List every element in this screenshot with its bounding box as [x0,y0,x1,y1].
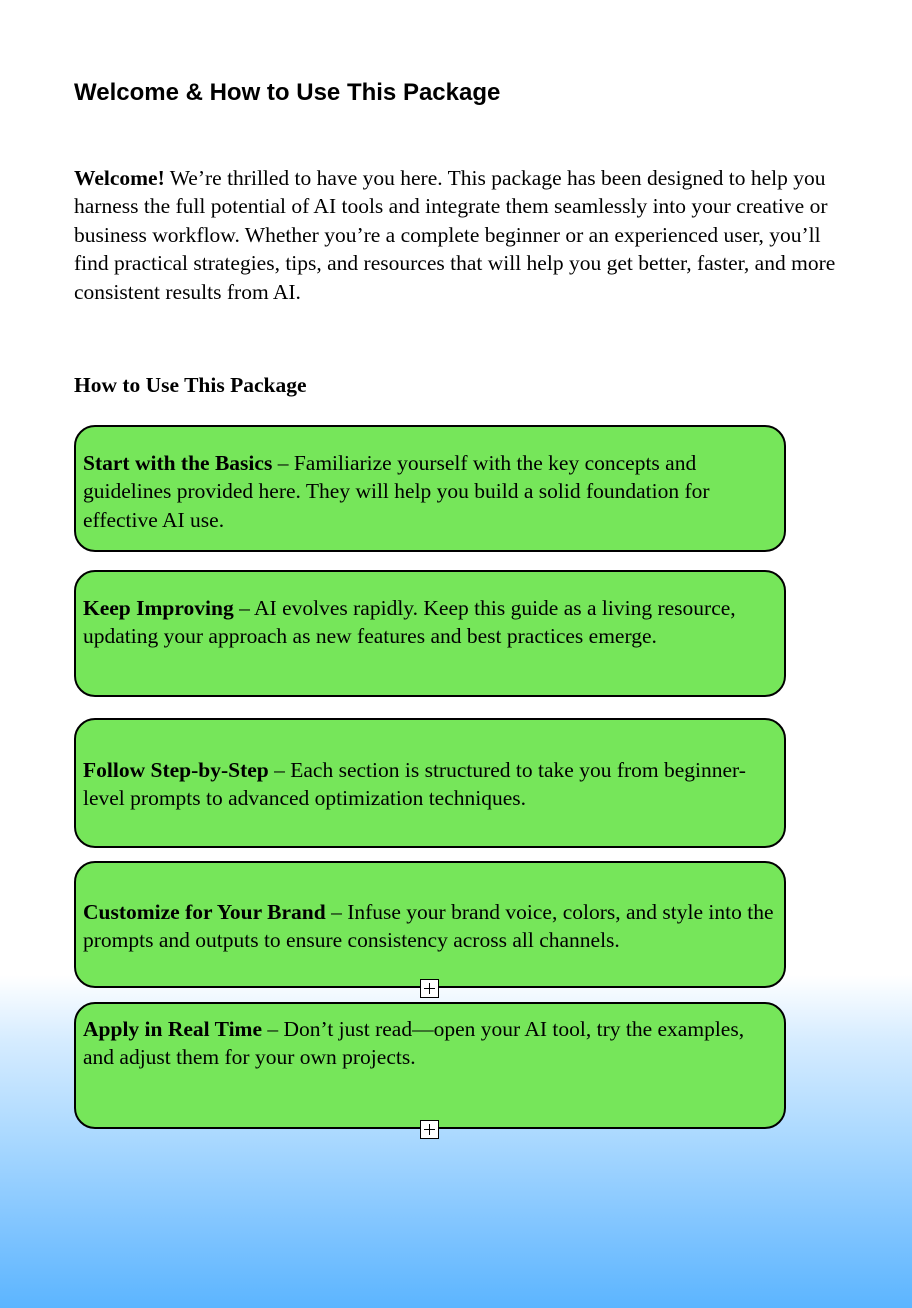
step-text: – Don’t just read—open your AI tool, try the examples, and adjust them for your own projects. [83,1017,745,1070]
step-card-improving[interactable] [74,570,786,697]
step-card-step-by-step[interactable] [74,718,786,848]
step-card-basics[interactable] [74,425,786,552]
intro-paragraph [74,164,839,306]
intro-lead: Welcome! [74,166,165,190]
step-title: Follow Step-by-Step [83,758,269,782]
step-card-customize[interactable] [74,861,786,988]
step-title: Apply in Real Time [83,1017,263,1041]
step-text: – Each section is structured to take you from beginner-level prompts to advanced optimization techniques. [83,758,746,811]
step-title: Keep Improving [83,596,234,620]
step-card-apply[interactable] [74,1002,786,1129]
plus-square-icon[interactable] [420,1120,439,1139]
step-text: – Familiarize yourself with the key concepts and guidelines provided here. They will help you build a solid foundation for effective AI use. [83,451,710,532]
page-title: Welcome & How to Use This Package [74,79,501,106]
section-heading: How to Use This Package [74,373,307,397]
intro-body: We’re thrilled to have you here. This package has been designed to help you harness the full potential of AI tools and integrate them seamlessly into your creative or business workflow. Whether you’re a complete beginner or an experienced user, you’ll find practical strategies, tips, and resources that will help you get better, faster, and more consistent results from AI. [74,166,836,304]
step-text: – AI evolves rapidly. Keep this guide as a living resource, updating your approach as new features and best practices emerge. [83,596,736,649]
step-title: Customize for Your Brand [83,900,326,924]
step-text: – Infuse your brand voice, colors, and style into the prompts and outputs to ensure consistency across all channels. [83,900,774,953]
step-title: Start with the Basics [83,451,273,475]
plus-square-icon[interactable] [420,979,439,998]
